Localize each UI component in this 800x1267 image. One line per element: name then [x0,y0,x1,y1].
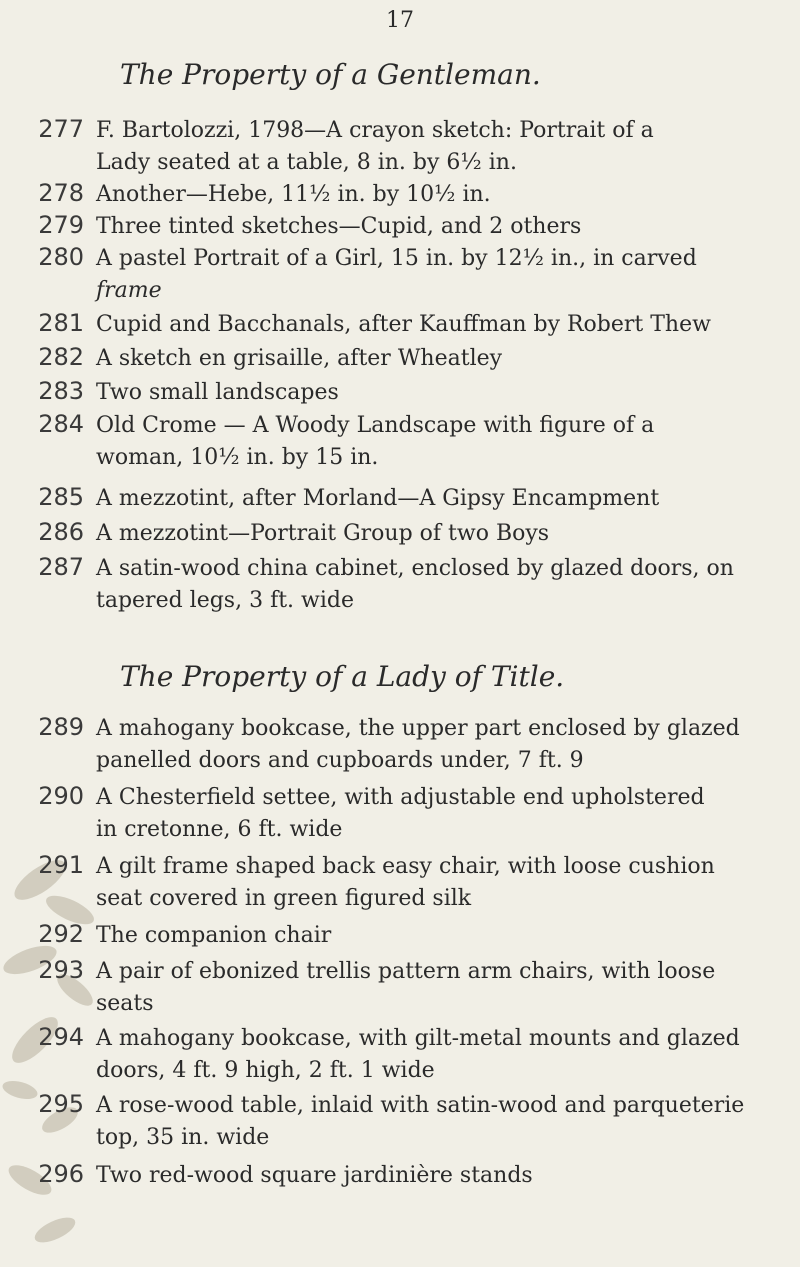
lot-description [96,483,800,515]
section-heading: The Property of a Gentleman. [120,58,541,91]
lot-line: panelled doors and cupboards under, 7 ft. 9 [96,748,584,773]
lot-description [96,377,800,409]
lot-number: 287 [38,553,84,581]
lot-number: 293 [38,956,84,984]
lot-line: doors, 4 ft. 9 high, 2 ft. 1 wide [96,1058,435,1083]
lot-description [96,1023,800,1087]
lot-line: tapered legs, 3 ft. wide [96,588,355,613]
lot-number: 294 [38,1023,84,1051]
lot-description [96,1160,800,1192]
lot-line: A mezzotint, after Morland—A Gipsy Encampment [96,486,660,511]
lot-number: 277 [38,115,84,143]
lot-line: A Chesterfield settee, with adjustable end upholstered [96,785,705,810]
lot-number: 286 [38,518,84,546]
lot-line: A gilt frame shaped back easy chair, with loose cushion [96,854,715,879]
lot-description [96,518,800,550]
lot-number: 282 [38,343,84,371]
lot-number: 285 [38,483,84,511]
lot-number: 290 [38,782,84,810]
lot-description [96,553,800,617]
lot-line: Three tinted sketches—Cupid, and 2 others [96,214,582,239]
lot-line: Old Crome — A Woody Landscape with figure of a [96,413,655,438]
lot-number: 284 [38,410,84,438]
lot-number: 280 [38,243,84,271]
lot-line: Lady seated at a table, 8 in. by 6½ in. [96,150,517,175]
lot-line: woman, 10½ in. by 15 in. [96,445,379,470]
lot-line: Cupid and Bacchanals, after Kauffman by Robert Thew [96,312,711,337]
lot-line: A mahogany bookcase, the upper part enclosed by glazed [96,716,740,741]
lot-line: top, 35 in. wide [96,1125,270,1150]
lot-line: A rose-wood table, inlaid with satin-wood and parqueterie [96,1093,745,1118]
lot-line: Two small landscapes [96,380,339,405]
lot-number: 296 [38,1160,84,1188]
lot-line: A satin-wood china cabinet, enclosed by glazed doors, on [96,556,734,581]
lot-description [96,410,800,474]
lot-line: F. Bartolozzi, 1798—A crayon sketch: Portrait of a [96,118,654,143]
lot-line: Another—Hebe, 11½ in. by 10½ in. [96,182,491,207]
lot-number: 281 [38,309,84,337]
lot-description [96,115,800,179]
lot-line: The companion chair [96,923,332,948]
lot-line: frame [96,278,162,303]
lot-description [96,782,800,846]
page-number: 17 [386,8,414,33]
lot-line: seat covered in green figured silk [96,886,472,911]
lot-number: 295 [38,1090,84,1118]
section-heading: The Property of a Lady of Title. [120,660,565,693]
lot-line: Two red-wood square jardinière stands [96,1163,533,1188]
lot-description [96,1090,800,1154]
lot-description [96,243,800,307]
lot-description [96,713,800,777]
lot-description [96,851,800,915]
lot-line: seats [96,991,154,1016]
lot-description [96,309,800,341]
lot-number: 289 [38,713,84,741]
lot-line: A sketch en grisaille, after Wheatley [96,346,503,371]
lot-number: 291 [38,851,84,879]
lot-description [96,920,800,952]
lot-description [96,179,800,211]
lot-number: 279 [38,211,84,239]
lot-description [96,343,800,375]
lot-number: 283 [38,377,84,405]
lot-line: A mezzotint—Portrait Group of two Boys [96,521,550,546]
lot-number: 278 [38,179,84,207]
lot-line: A pastel Portrait of a Girl, 15 in. by 12½ in., in carved [96,246,697,271]
lot-number: 292 [38,920,84,948]
lot-line: A pair of ebonized trellis pattern arm chairs, with loose [96,959,716,984]
lot-line: in cretonne, 6 ft. wide [96,817,343,842]
lot-description [96,211,800,243]
lot-description [96,956,800,1020]
lot-line: A mahogany bookcase, with gilt-metal mounts and glazed [96,1026,740,1051]
